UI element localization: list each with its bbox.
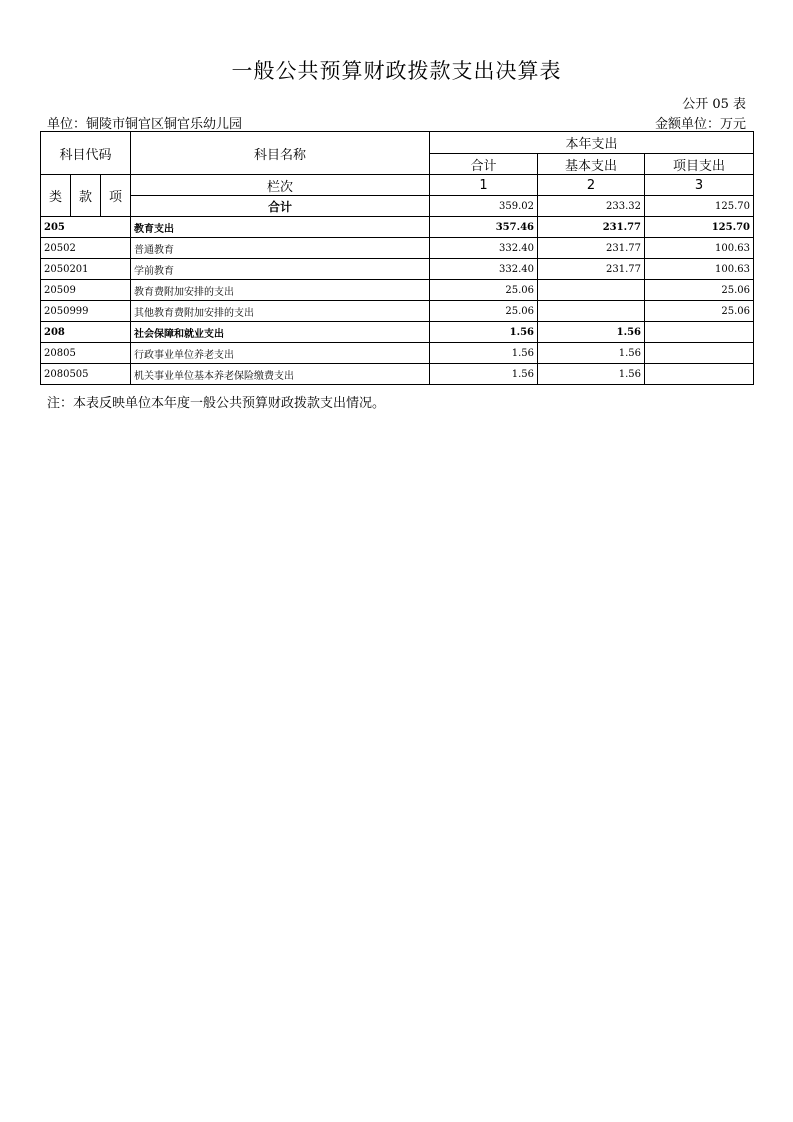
table-row: [41, 217, 754, 238]
row-code: 20509: [41, 280, 131, 301]
row-name: 普通教育: [131, 238, 430, 259]
row-name: 机关事业单位基本养老保险缴费支出: [131, 364, 430, 385]
header-subject-name: 科目名称: [131, 132, 430, 175]
row-basic: [538, 301, 645, 322]
header-total: 合计: [430, 154, 538, 175]
row-project: 125.70: [645, 217, 754, 238]
row-total: 25.06: [430, 280, 538, 301]
row-code: 20805: [41, 343, 131, 364]
header-xiang: 项: [101, 175, 131, 217]
row-basic: 231.77: [538, 217, 645, 238]
amount-unit-label: 金额单位：万元: [654, 117, 746, 132]
total-row-label: 合计: [131, 196, 430, 217]
header-col-2: 2: [538, 175, 645, 196]
header-column-order: 栏次: [131, 175, 430, 196]
row-name: 其他教育费附加安排的支出: [131, 301, 430, 322]
total-row-total: 359.02: [430, 196, 538, 217]
table-row: [41, 364, 754, 385]
row-project: 100.63: [645, 259, 754, 280]
header-col-1: 1: [430, 175, 538, 196]
row-basic: 231.77: [538, 259, 645, 280]
form-number: 公开 05 表: [682, 97, 746, 112]
row-total: 1.56: [430, 343, 538, 364]
table-row: [41, 259, 754, 280]
unit-label: 单位：铜陵市铜官区铜官乐幼儿园: [47, 117, 243, 132]
row-project: [645, 322, 754, 343]
row-total: 1.56: [430, 364, 538, 385]
row-name: 学前教育: [131, 259, 430, 280]
table-row: [41, 238, 754, 259]
table-row: [41, 301, 754, 322]
header-project: 项目支出: [645, 154, 754, 175]
page-title: 一般公共预算财政拨款支出决算表: [231, 59, 562, 83]
header-current-year: 本年支出: [430, 132, 754, 154]
row-code: 2050999: [41, 301, 131, 322]
header-basic: 基本支出: [538, 154, 645, 175]
row-basic: [538, 280, 645, 301]
row-basic: 1.56: [538, 343, 645, 364]
row-total: 1.56: [430, 322, 538, 343]
row-code: 20502: [41, 238, 131, 259]
total-row-basic: 233.32: [538, 196, 645, 217]
expenditure-table: [40, 131, 754, 385]
row-total: 25.06: [430, 301, 538, 322]
row-total: 332.40: [430, 238, 538, 259]
row-project: 25.06: [645, 280, 754, 301]
row-basic: 1.56: [538, 364, 645, 385]
row-project: 100.63: [645, 238, 754, 259]
row-project: [645, 364, 754, 385]
row-basic: 231.77: [538, 238, 645, 259]
header-kuan: 款: [71, 175, 101, 217]
row-basic: 1.56: [538, 322, 645, 343]
row-name: 教育支出: [131, 217, 430, 238]
row-project: [645, 343, 754, 364]
header-subject-code: 科目代码: [41, 132, 131, 175]
row-project: 25.06: [645, 301, 754, 322]
row-code: 208: [41, 322, 131, 343]
row-code: 205: [41, 217, 131, 238]
row-name: 行政事业单位养老支出: [131, 343, 430, 364]
row-name: 社会保障和就业支出: [131, 322, 430, 343]
table-row: [41, 343, 754, 364]
row-code: 2080505: [41, 364, 131, 385]
row-code: 2050201: [41, 259, 131, 280]
total-row-project: 125.70: [645, 196, 754, 217]
table-row: [41, 322, 754, 343]
header-lei: 类: [41, 175, 71, 217]
row-name: 教育费附加安排的支出: [131, 280, 430, 301]
row-total: 332.40: [430, 259, 538, 280]
footnote: 注：本表反映单位本年度一般公共预算财政拨款支出情况。: [47, 396, 386, 411]
header-col-3: 3: [645, 175, 754, 196]
row-total: 357.46: [430, 217, 538, 238]
table-row: [41, 280, 754, 301]
